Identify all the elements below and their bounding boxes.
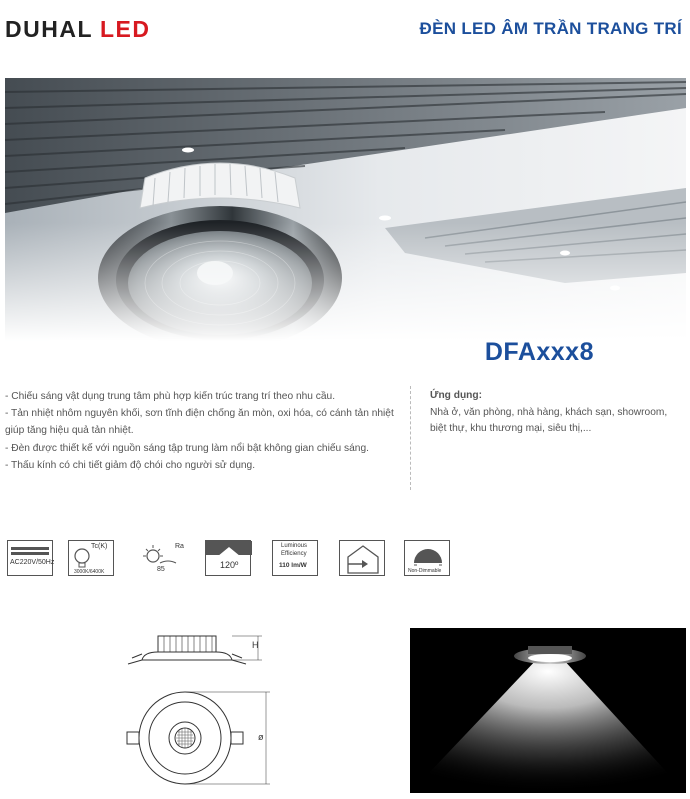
efficiency-line2: Efficiency xyxy=(281,551,307,557)
page-header xyxy=(0,0,690,60)
feature-item: - Thấu kính có chi tiết giảm độ chói cho người sử dụng. xyxy=(5,459,256,471)
efficiency-value: 110 lm/W xyxy=(279,562,307,569)
indoor-icon xyxy=(339,540,385,576)
beam-cone-icon xyxy=(206,541,252,577)
house-arrow-icon xyxy=(340,541,386,577)
feature-list xyxy=(5,388,397,474)
voltage-icon xyxy=(7,540,53,576)
hero-photo xyxy=(5,78,686,341)
technical-drawing xyxy=(120,628,270,793)
luminous-efficiency-icon xyxy=(272,540,318,576)
brand-logo xyxy=(5,16,151,43)
feature-item: - Đèn được thiết kế với nguồn sáng tập trung làm nổi bật không gian chiếu sáng. xyxy=(5,442,369,454)
dimension-drawing xyxy=(120,628,270,788)
brand-main: DUHAL xyxy=(5,16,93,42)
applications-text: Nhà ở, văn phòng, nhà hàng, khách sạn, showroom, biệt thự, khu thương mại, siêu thị,... xyxy=(430,406,668,434)
beam-photo-illustration xyxy=(410,628,686,793)
model-number: DFAxxx8 xyxy=(484,338,594,366)
height-label: H xyxy=(252,640,259,650)
applications-block xyxy=(430,388,686,438)
cri-icon xyxy=(137,540,183,576)
dimming-label: Non-Dimmable xyxy=(408,568,442,574)
cri-label: Ra xyxy=(175,543,184,550)
beam-angle-value: 120º xyxy=(220,560,239,570)
feature-item: - Tản nhiệt nhôm nguyên khối, sơn tĩnh điện chống ăn mòn, oxi hóa, có cánh tản nhiệt giúp tăng hiệu quả tản nhiệt. xyxy=(5,408,394,437)
color-temperature-icon xyxy=(68,540,114,576)
beam-angle-icon xyxy=(205,540,251,576)
column-divider xyxy=(410,386,411,490)
cri-value: 85 xyxy=(157,566,165,573)
light-beam-photo xyxy=(410,628,686,793)
dimming-icon xyxy=(404,540,450,576)
feature-item: - Chiếu sáng vật dụng trung tâm phù hợp kiến trúc trang trí theo nhu cầu. xyxy=(5,391,336,402)
brand-accent: LED xyxy=(100,16,151,42)
color-temp-range: 3000K/6400K xyxy=(74,569,105,575)
efficiency-line1: Luminous xyxy=(281,543,308,549)
category-title: ĐÈN LED ÂM TRẦN TRANG TRÍ xyxy=(419,19,682,38)
voltage-label: AC220V/50Hz xyxy=(10,559,55,566)
color-temp-label: Tc(K) xyxy=(91,543,108,550)
diameter-label: ø xyxy=(258,732,264,742)
downlight-ceiling-illustration xyxy=(5,78,686,341)
applications-title: Ứng dụng: xyxy=(430,390,483,401)
